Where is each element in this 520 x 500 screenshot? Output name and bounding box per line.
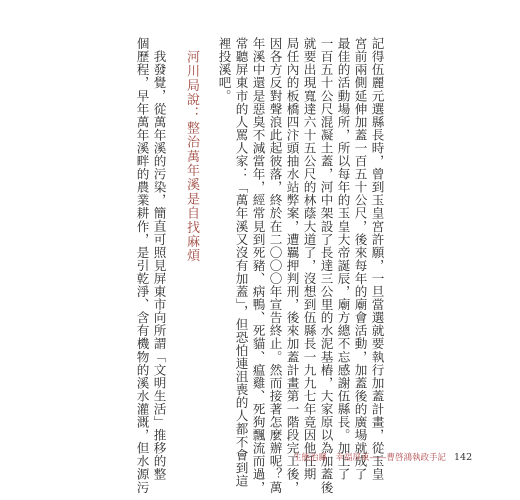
body-column-1: 記得伍麗元選縣長時，曾到玉皇宮許願，一旦當選就要執行加蓋計畫，從玉皇	[369, 37, 385, 481]
section-heading: 河川局說：整治萬年溪是自找麻煩	[184, 50, 199, 263]
body-column-6: 局任內的板橋四汴頭抽水站弊案，遭羈押判刑，後來加蓋計畫第一階段完工後，	[284, 37, 300, 494]
body-column-8: 年溪中還是惡臭不減當年，經常見到死豬、病鴨、死貓、瘟雞、死狗飄流而過，	[250, 37, 266, 494]
body-column-9: 常聽屏東市的人罵人家：「萬年溪又沒有加蓋」，但恐怕連沮喪的人都不會到這	[233, 37, 249, 488]
body-column-2: 宮前兩側延伸加蓋一百五十公尺，後來每年的廟會活動，加蓋後的廣場就成了	[352, 37, 368, 481]
body-column-5: 就要出現寬達六十五公尺的林蔭大道了，沒想到伍縣長一九九七年竟因他任期	[301, 37, 317, 481]
body-column-11: 我發覺，從萬年溪的污染，簡直可照見屏東市向所謂「文明生活」推移的整	[151, 50, 167, 481]
body-column-7: 因各方反對聲浪此起彼落，終於在二〇〇〇年宣告終止。然而接著怎麼辦呢？萬	[267, 37, 283, 494]
page-footer	[293, 451, 472, 463]
body-column-10: 裡投溪吧。	[216, 37, 232, 103]
running-title: 生態治縣 幸福屏東——曹啓鴻執政手記	[293, 453, 447, 463]
body-column-4: 一百五十公尺混凝土蓋，河中架設了長達三公里的水泥基樁，大家原以為加蓋後	[318, 37, 334, 494]
page-number: 142	[454, 452, 473, 463]
body-column-3: 最佳的活動場所，所以每年的玉皇大帝誕辰，廟方總不忘感謝伍縣長。加上了	[335, 37, 351, 481]
body-column-12: 個歷程，早年萬年溪畔的農業耕作，是引乾淨、含有機物的溪水灌溉，但水源污	[134, 37, 150, 494]
